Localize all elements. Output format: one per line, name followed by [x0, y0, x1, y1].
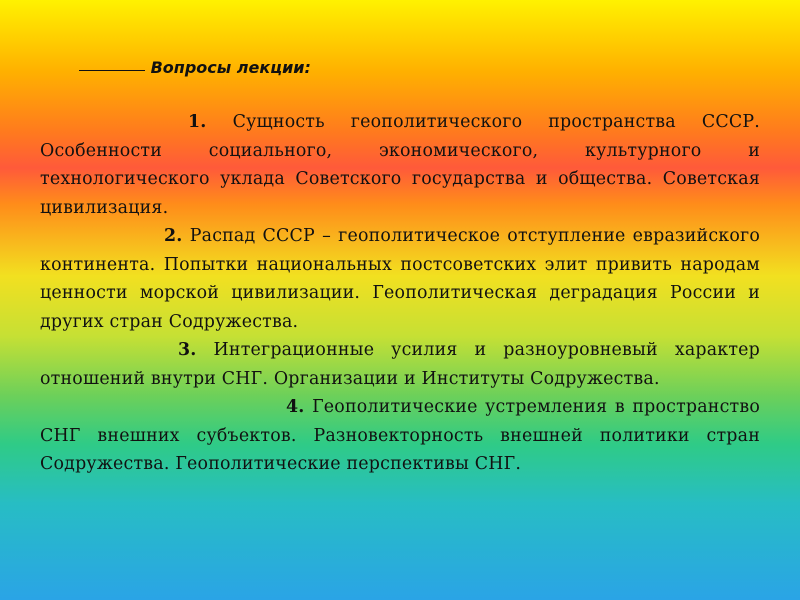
questions-list [40, 108, 760, 479]
question-item [40, 336, 760, 393]
question-text: Сущность геополитического пространства СССР. Особенности социального, экономического, культурного и технологического уклада Советского государства и общества. Советская цивилизация. [40, 112, 760, 218]
question-text: Геополитические устремления в пространство СНГ внешних субъектов. Разновекторность внешней политики стран Содружества. Геополитические перспективы СНГ. [40, 397, 761, 474]
slide-title-text: Вопросы лекции: [150, 58, 311, 77]
slide-title [79, 57, 311, 79]
question-text: Распад СССР – геополитическое отступление евразийского континента. Попытки национальных постсоветских элит привить народам ценности морской цивилизации. Геополитическая деградация России и других стран Содружества. [40, 226, 760, 332]
question-item [40, 393, 760, 479]
question-text: Интеграционные усилия и разноуровневый характер отношений внутри СНГ. Организации и Институты Содружества. [40, 340, 761, 389]
question-item [40, 222, 760, 336]
title-underline [79, 70, 145, 71]
question-number: 4. [286, 397, 305, 417]
question-number: 1. [188, 112, 207, 132]
question-number: 3. [178, 340, 197, 360]
question-item [40, 108, 760, 222]
question-number: 2. [164, 226, 183, 246]
